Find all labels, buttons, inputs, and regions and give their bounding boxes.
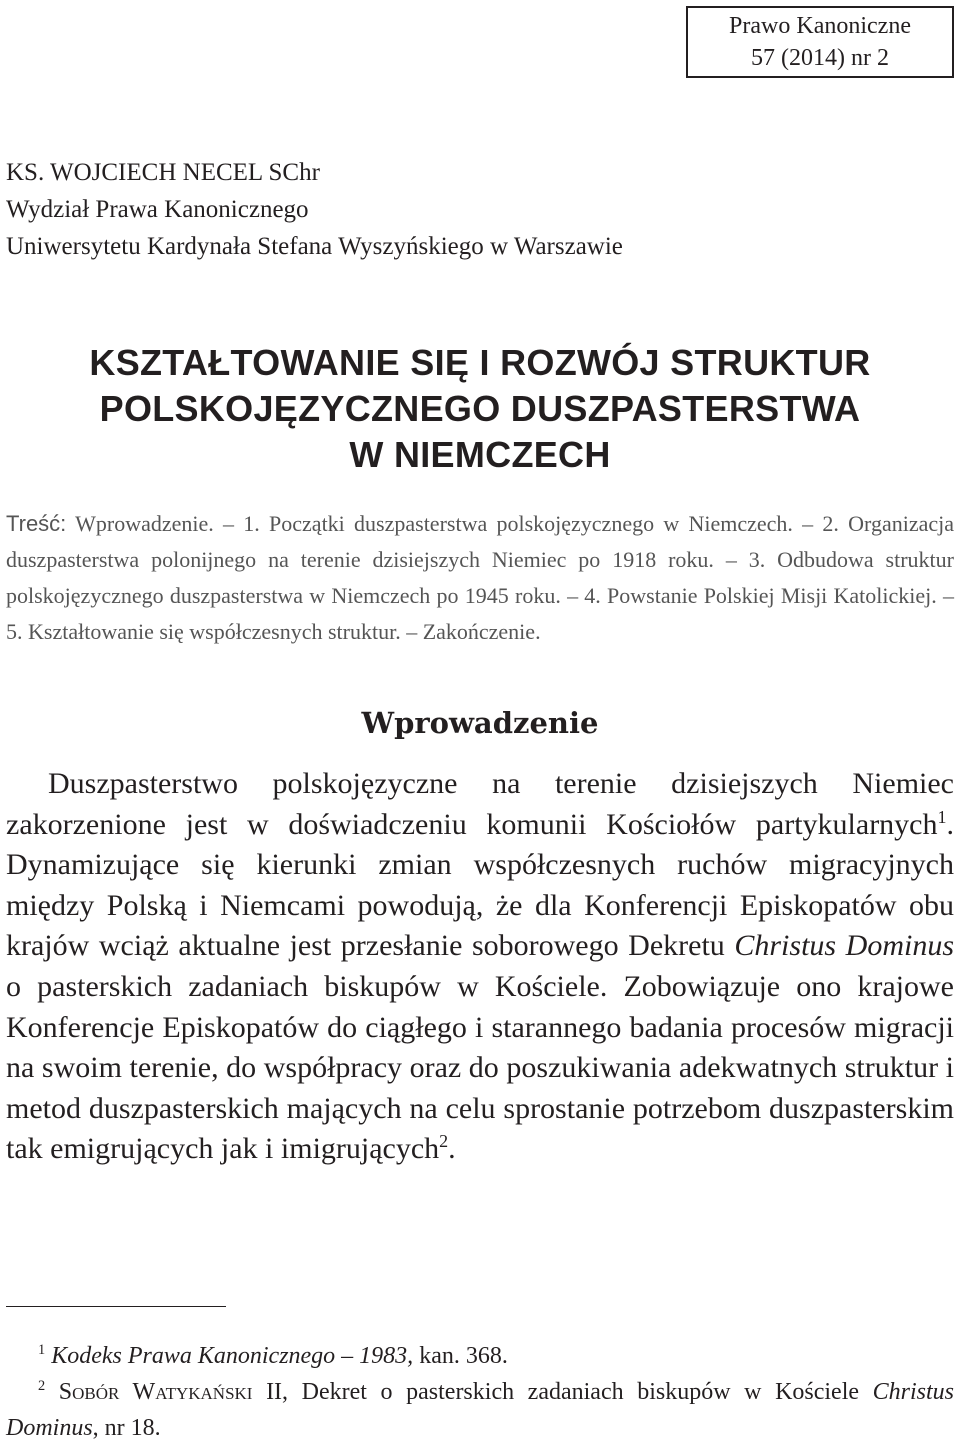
- title-line-1: KSZTAŁTOWANIE SIĘ I ROZWÓJ STRUKTUR: [89, 342, 871, 383]
- journal-name: Prawo Kanoniczne: [729, 13, 911, 39]
- footnote-2-italic: Christus Dominus: [6, 1379, 954, 1441]
- footnote-1: [6, 1338, 954, 1374]
- article-title: [0, 340, 960, 478]
- footnote-1-italic: Kodeks Prawa Kanonicznego – 1983,: [51, 1343, 414, 1369]
- footnote-2-text: II, Dekret o pasterskich zadaniach biskupów w Kościele: [252, 1379, 873, 1405]
- table-of-contents: [6, 506, 954, 650]
- body-text-1: Duszpasterstwo polskojęzyczne na terenie dzisiejszych Niemiec zakorzenione jest w doświadczeniu komunii Kościołów partykularnych: [6, 767, 954, 841]
- journal-info-box: [686, 6, 954, 78]
- contents-label: Treść:: [6, 511, 67, 536]
- title-line-3: W NIEMCZECH: [349, 434, 611, 475]
- body-italic-title: Christus Dominus: [734, 929, 954, 963]
- title-line-2: POLSKOJĘZYCZNEGO DUSZPASTERSTWA: [99, 388, 861, 429]
- body-paragraph: [6, 764, 954, 1170]
- affiliation-line-2: Uniwersytetu Kardynała Stefana Wyszyńskiego w Warszawie: [6, 233, 623, 260]
- footnote-ref-1[interactable]: 1: [937, 806, 947, 827]
- footnote-1-mark: 1: [38, 1342, 46, 1358]
- author-block: [6, 154, 623, 265]
- affiliation-line-1: Wydział Prawa Kanonicznego: [6, 196, 309, 223]
- footnotes: [6, 1338, 954, 1446]
- author-name: KS. WOJCIECH NECEL SChr: [6, 159, 320, 186]
- contents-text: Wprowadzenie. – 1. Początki duszpasterstwa polskojęzycznego w Niemczech. – 2. Organizacja duszpasterstwa polonijnego na terenie dzisiejszych Niemiec po 1918 roku. – 3. Odbudowa struktur polskojęzycznego duszpasterstwa w Niemczech po 1945 roku. – 4. Powstanie Polskiej Misji Katolickiej. – 5. Kształtowanie się współczesnych struktur. – Zakończenie.: [6, 511, 954, 644]
- section-heading: Wprowadzenie: [361, 706, 599, 740]
- body-text-2: . Dynamizujące się kierunki zmian współczesnych ruchów migracyjnych między Polską i Niemcami powodują, że dla Konferencji Episkopatów obu krajów wciąż aktualne jest przesłanie soborowego Dekretu: [6, 807, 954, 963]
- footnote-separator: [6, 1306, 226, 1307]
- footnote-2-end: , nr 18.: [92, 1415, 161, 1441]
- body-text-3: o pasterskich zadaniach biskupów w Kościele. Zobowiązuje ono krajowe Konferencje Episkopatów do ciągłego i starannego badania procesów migracji na swoim terenie, do współpracy oraz do poszukiwania adekwatnych struktur i metod duszpasterskich mających na celu sprostanie potrzebom duszpasterskim tak emigrujących jak i imigrujących: [6, 969, 954, 1166]
- footnote-2: [6, 1374, 954, 1446]
- footnote-1-text: kan. 368.: [413, 1343, 508, 1369]
- footnote-2-mark: 2: [38, 1378, 46, 1394]
- journal-issue: 57 (2014) nr 2: [751, 45, 889, 71]
- footnote-ref-2[interactable]: 2: [439, 1131, 449, 1152]
- body-text-4: .: [448, 1132, 456, 1166]
- footnote-2-smallcaps: Sobór Watykański: [58, 1379, 253, 1405]
